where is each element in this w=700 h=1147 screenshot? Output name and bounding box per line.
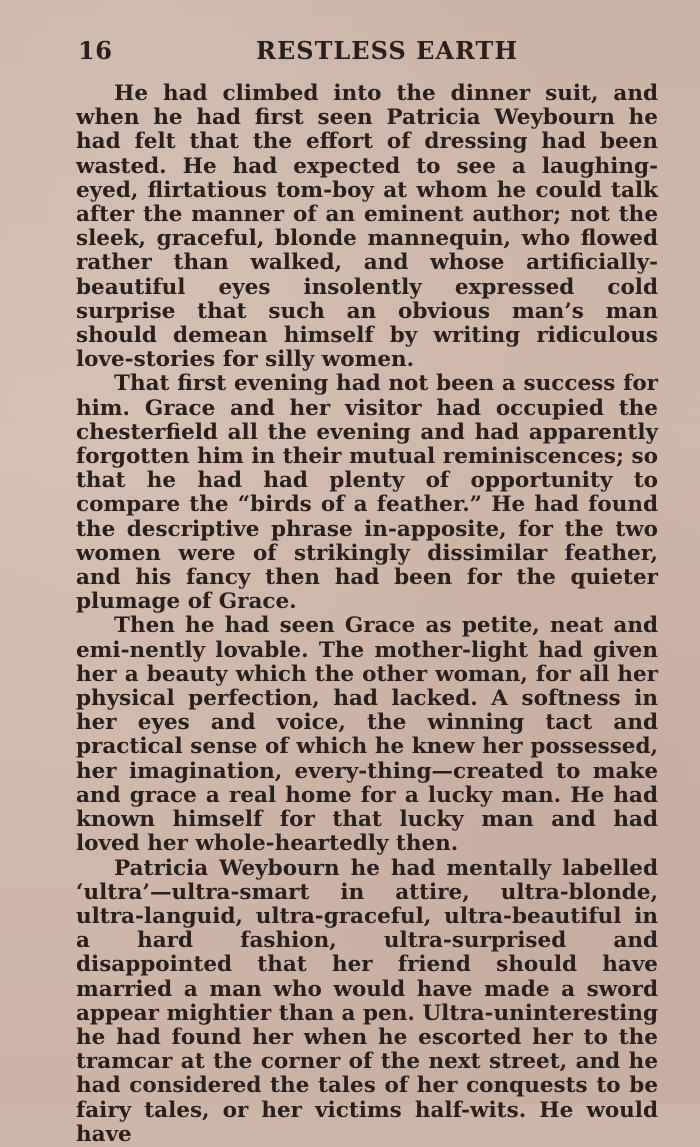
- page-number: 16: [78, 36, 113, 65]
- paragraph-4: Patricia Weybourn he had mentally labelled ‘ultra’—ultra-smart in attire, ultra-blonde, ultra-languid, ultra-graceful, ultra-beautiful in a hard fashion, ultra-surprised and disappointed that her friend should have married a man who would have made a sword appear mightier than a pen. Ultra-uninteresting he had found her when he escorted her to the tramcar at the corner of the next street, and he had considered the tales of her conquests to be fairy tales, or her victims half-wits. He would have: [76, 855, 658, 1147]
- page-header: [78, 36, 658, 76]
- paragraph-1: He had climbed into the dinner suit, and when he had first seen Patricia Weybourn he had felt that the effort of dressing had been wasted. He had expected to see a laughing-eyed, flirtatious tom-boy at whom he could talk after the manner of an eminent author; not the sleek, graceful, blonde mannequin, who flowed rather than walked, and whose artificially-beautiful eyes insolently expressed cold surprise that such an obvious man’s man should demean himself by writing ridiculous love-stories for silly women.: [76, 81, 658, 373]
- paragraph-3: Then he had seen Grace as petite, neat and emi-nently lovable. The mother-light had given her a beauty which the other woman, for all her physical perfection, had lacked. A softness in her eyes and voice, the winning tact and practical sense of which he knew her possessed, her imagination, every-thing—created to make and grace a real home for a lucky man. He had known himself for that lucky man and had loved her whole-heartedly then.: [76, 613, 658, 857]
- paragraph-2: That first evening had not been a success for him. Grace and her visitor had occupied the chesterfield all the evening and had apparently forgotten him in their mutual reminiscences; so that he had had plenty of opportunity to compare the “birds of a feather.” He had found the descriptive phrase in-apposite, for the two women were of strikingly dissimilar feather, and his fancy then had been for the quieter plumage of Grace.: [76, 371, 658, 615]
- running-title: RESTLESS EARTH: [256, 36, 519, 65]
- body-text: [76, 82, 658, 1147]
